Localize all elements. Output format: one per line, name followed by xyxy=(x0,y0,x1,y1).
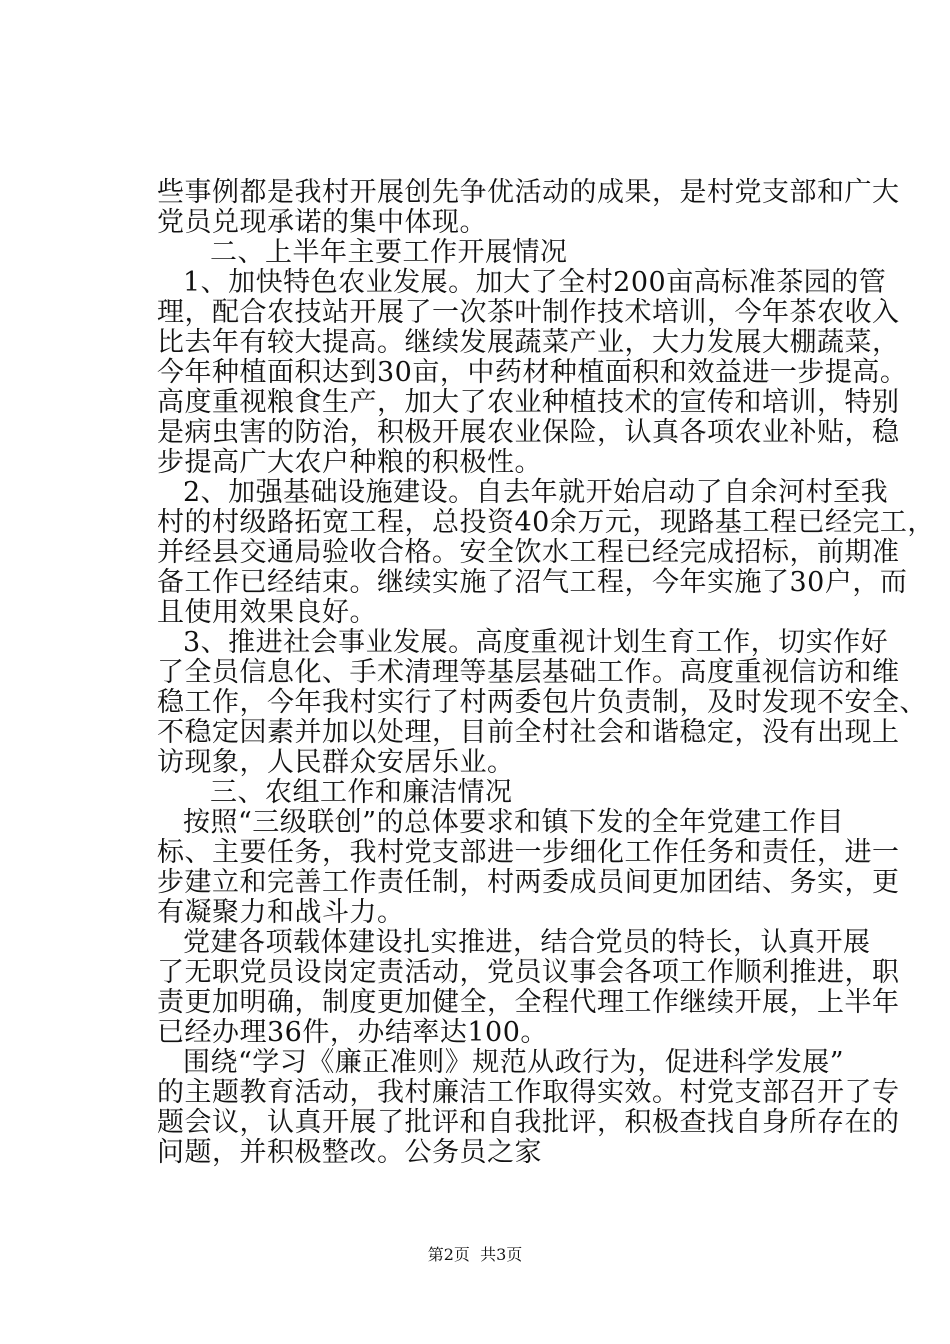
paragraph-first-line: 按照“三级联创”的总体要求和镇下发的全年党建工作目 xyxy=(183,807,845,838)
text-line: 了无职党员设岗定责活动，党员议事会各项工作顺利推进，职 xyxy=(157,957,900,988)
text-line: 些事例都是我村开展创先争优活动的成果，是村党支部和广大 xyxy=(157,177,900,208)
text-line: 的主题教育活动，我村廉洁工作取得实效。村党支部召开了专 xyxy=(157,1077,900,1108)
paragraph-first-line: 党建各项载体建设扎实推进，结合党员的特长，认真开展 xyxy=(183,927,871,958)
paragraph-first-line: 围绕“学习《廉正准则》规范从政行为，促进科学发展” xyxy=(183,1047,845,1078)
page-footer: 第2页 共3页 xyxy=(427,1245,523,1264)
text-line: 有凝聚力和战斗力。 xyxy=(157,897,405,928)
section-heading: 二、上半年主要工作开展情况 xyxy=(210,237,568,268)
text-line: 且使用效果良好。 xyxy=(157,597,377,628)
text-line: 责更加明确，制度更加健全，全程代理工作继续开展，上半年 xyxy=(157,987,900,1018)
paragraph-first-line: 2、加强基础设施建设。自去年就开始启动了自余河村至我 xyxy=(183,477,889,508)
text-line: 理，配合农技站开展了一次茶叶制作技术培训，今年茶农收入 xyxy=(157,297,900,328)
paragraph-first-line: 3、推进社会事业发展。高度重视计划生育工作，切实作好 xyxy=(183,627,889,658)
text-line: 稳工作，今年我村实行了村两委包片负责制，及时发现不安全、 xyxy=(157,687,927,718)
text-line: 标、主要任务，我村党支部进一步细化工作任务和责任，进一 xyxy=(157,837,900,868)
text-line: 题会议，认真开展了批评和自我批评，积极查找自身所存在的 xyxy=(157,1107,900,1138)
text-line: 步提高广大农户种粮的积极性。 xyxy=(157,447,542,478)
text-line: 已经办理36件，办结率达100。 xyxy=(157,1017,548,1048)
text-line: 是病虫害的防治，积极开展农业保险，认真各项农业补贴，稳 xyxy=(157,417,900,448)
text-line: 了全员信息化、手术清理等基层基础工作。高度重视信访和维 xyxy=(157,657,900,688)
text-line: 步建立和完善工作责任制，村两委成员间更加团结、务实，更 xyxy=(157,867,900,898)
text-line: 备工作已经结束。继续实施了沼气工程，今年实施了30户，而 xyxy=(157,567,908,598)
text-line: 不稳定因素并加以处理，目前全村社会和谐稳定，没有出现上 xyxy=(157,717,900,748)
text-line: 比去年有较大提高。继续发展蔬菜产业，大力发展大棚蔬菜， xyxy=(157,327,900,358)
text-line: 问题，并积极整改。公务员之家 xyxy=(157,1137,542,1168)
text-line: 并经县交通局验收合格。安全饮水工程已经完成招标，前期准 xyxy=(157,537,900,568)
text-line: 高度重视粮食生产，加大了农业种植技术的宣传和培训，特别 xyxy=(157,387,900,418)
text-line: 党员兑现承诺的集中体现。 xyxy=(157,207,487,238)
paragraph-first-line: 1、加快特色农业发展。加大了全村200亩高标准茶园的管 xyxy=(183,267,887,298)
text-line: 今年种植面积达到30亩，中药材种植面积和效益进一步提高。 xyxy=(157,357,908,388)
text-line: 村的村级路拓宽工程，总投资40余万元，现路基工程已经完工， xyxy=(157,507,935,538)
section-heading: 三、农组工作和廉洁情况 xyxy=(210,777,513,808)
text-line: 访现象，人民群众安居乐业。 xyxy=(157,747,515,778)
